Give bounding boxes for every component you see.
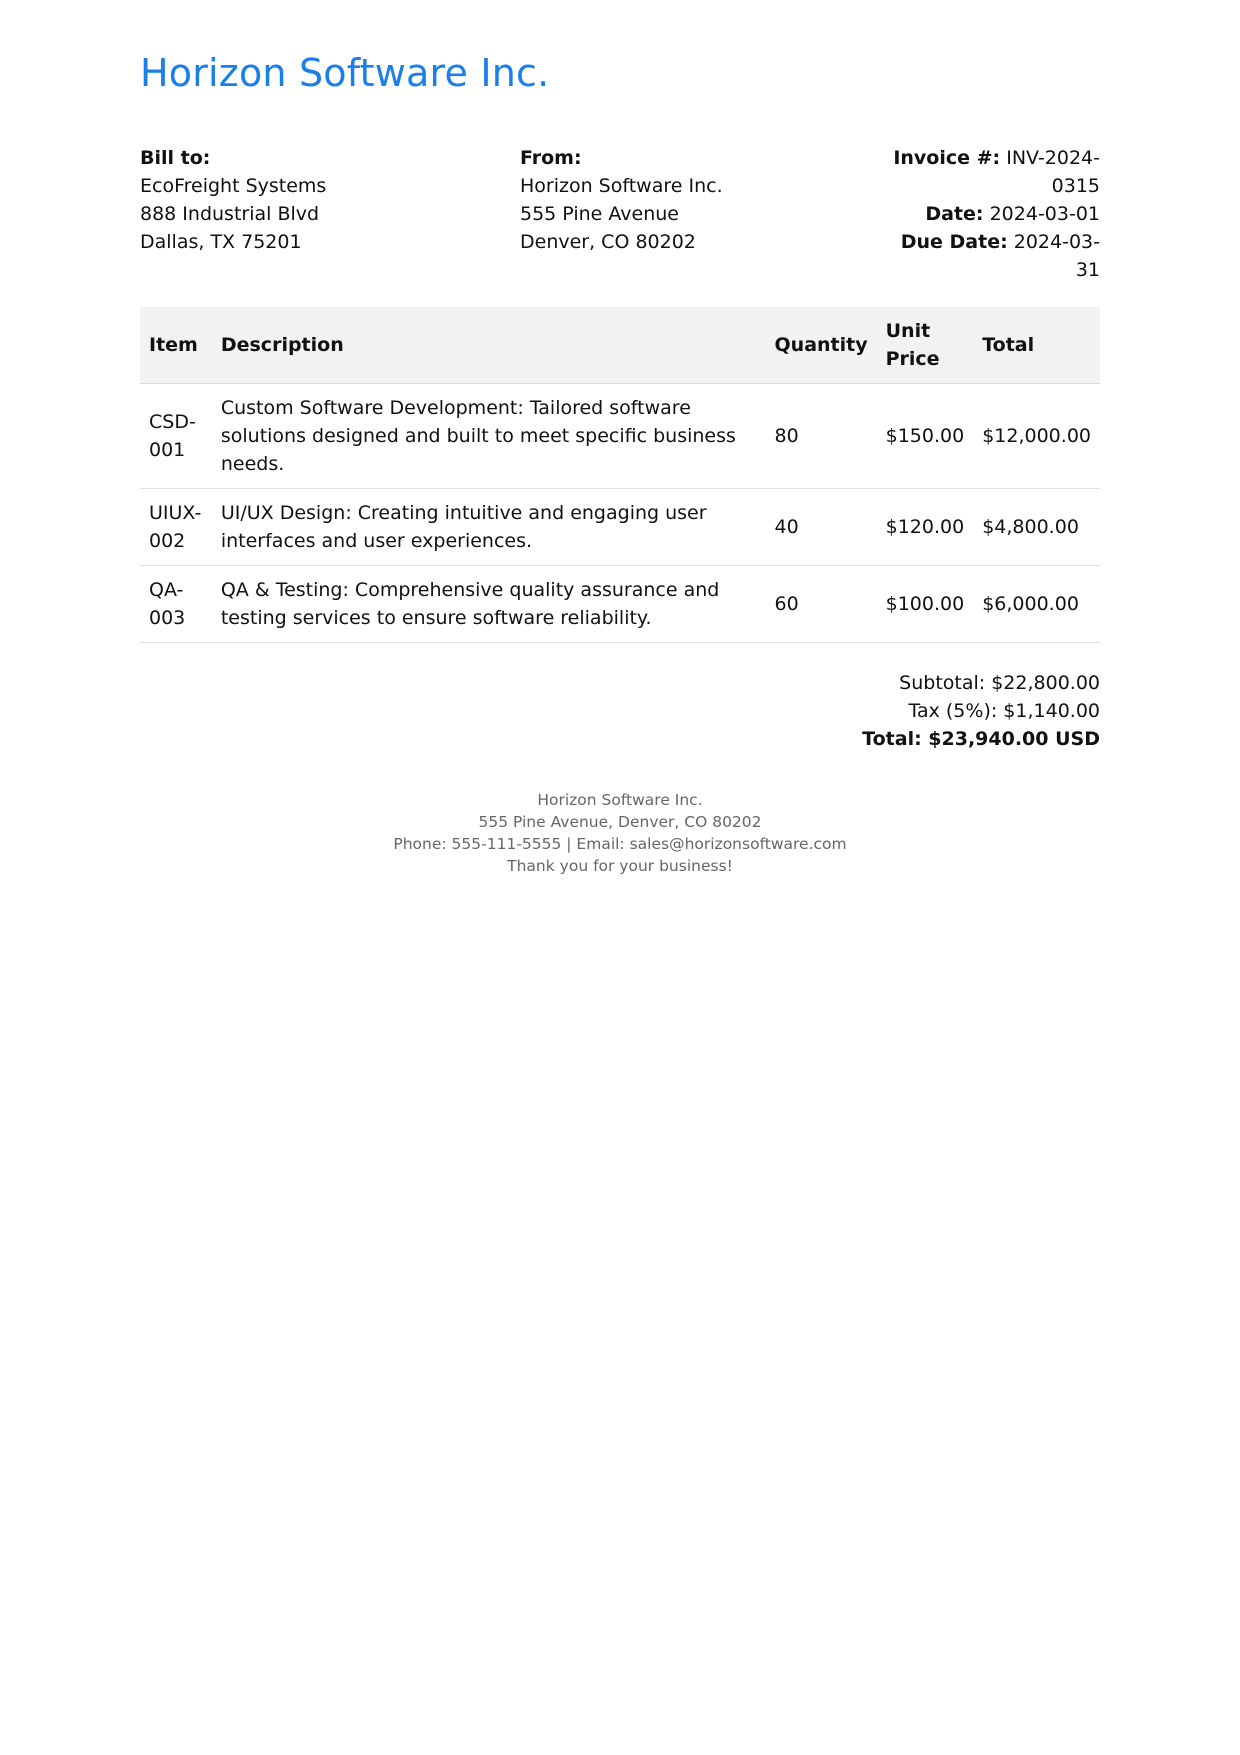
totals-block bbox=[140, 669, 1100, 753]
cell-unit-price: $150.00 bbox=[877, 384, 974, 489]
header-total: Total bbox=[973, 307, 1100, 384]
bill-to-address-line-1: 888 Industrial Blvd bbox=[140, 203, 320, 225]
table-header bbox=[140, 307, 1100, 384]
cell-item: CSD-001 bbox=[140, 384, 212, 489]
table-body bbox=[140, 384, 1100, 643]
cell-quantity: 80 bbox=[766, 384, 877, 489]
invoice-due-line bbox=[880, 228, 1100, 284]
grand-total-line: Total: $23,940.00 USD bbox=[862, 728, 1100, 750]
invoice-due-label: Due Date: bbox=[900, 231, 1008, 253]
invoice-number-value: INV-2024-0315 bbox=[1006, 147, 1100, 197]
cell-total: $6,000.00 bbox=[973, 566, 1100, 643]
header-description: Description bbox=[212, 307, 766, 384]
from-name: Horizon Software Inc. bbox=[520, 175, 723, 197]
from-address-line-1: 555 Pine Avenue bbox=[520, 203, 679, 225]
bill-to-label: Bill to: bbox=[140, 147, 211, 169]
cell-unit-price: $120.00 bbox=[877, 489, 974, 566]
invoice-date-value: 2024-03-01 bbox=[989, 203, 1100, 225]
invoice-info-row bbox=[140, 144, 1100, 284]
cell-description: UI/UX Design: Creating intuitive and engaging user interfaces and user experiences. bbox=[212, 489, 766, 566]
line-items-table bbox=[140, 307, 1100, 643]
table-row bbox=[140, 489, 1100, 566]
bill-to-address-line-2: Dallas, TX 75201 bbox=[140, 231, 302, 253]
invoice-number-label: Invoice #: bbox=[893, 147, 1001, 169]
invoice-number-line bbox=[880, 144, 1100, 200]
footer-thanks: Thank you for your business! bbox=[507, 857, 733, 875]
footer-address: 555 Pine Avenue, Denver, CO 80202 bbox=[478, 813, 762, 831]
cell-description: Custom Software Development: Tailored software solutions designed and built to meet specific business needs. bbox=[212, 384, 766, 489]
cell-item: UIUX-002 bbox=[140, 489, 212, 566]
header-quantity: Quantity bbox=[766, 307, 877, 384]
invoice-date-label: Date: bbox=[925, 203, 984, 225]
from-label: From: bbox=[520, 147, 582, 169]
cell-description: QA & Testing: Comprehensive quality assurance and testing services to ensure software reliability. bbox=[212, 566, 766, 643]
cell-unit-price: $100.00 bbox=[877, 566, 974, 643]
invoice-footer bbox=[140, 789, 1100, 877]
header-item: Item bbox=[140, 307, 212, 384]
cell-quantity: 60 bbox=[766, 566, 877, 643]
from-address-line-2: Denver, CO 80202 bbox=[520, 231, 696, 253]
cell-total: $12,000.00 bbox=[973, 384, 1100, 489]
table-row bbox=[140, 384, 1100, 489]
bill-to-name: EcoFreight Systems bbox=[140, 175, 327, 197]
table-header-row bbox=[140, 307, 1100, 384]
footer-contact: Phone: 555-111-5555 | Email: sales@horizonsoftware.com bbox=[393, 835, 847, 853]
header-unit-price: Unit Price bbox=[877, 307, 974, 384]
bill-to-block bbox=[140, 144, 430, 284]
invoice-date-line bbox=[880, 200, 1100, 228]
cell-item: QA-003 bbox=[140, 566, 212, 643]
cell-total: $4,800.00 bbox=[973, 489, 1100, 566]
cell-quantity: 40 bbox=[766, 489, 877, 566]
tax-line: Tax (5%): $1,140.00 bbox=[908, 700, 1100, 722]
table-row bbox=[140, 566, 1100, 643]
footer-company: Horizon Software Inc. bbox=[537, 791, 703, 809]
invoice-due-value: 2024-03-31 bbox=[1013, 231, 1100, 281]
subtotal-line: Subtotal: $22,800.00 bbox=[899, 672, 1100, 694]
from-block bbox=[520, 144, 770, 284]
invoice-meta-block bbox=[880, 144, 1100, 284]
company-title: Horizon Software Inc. bbox=[140, 51, 550, 95]
